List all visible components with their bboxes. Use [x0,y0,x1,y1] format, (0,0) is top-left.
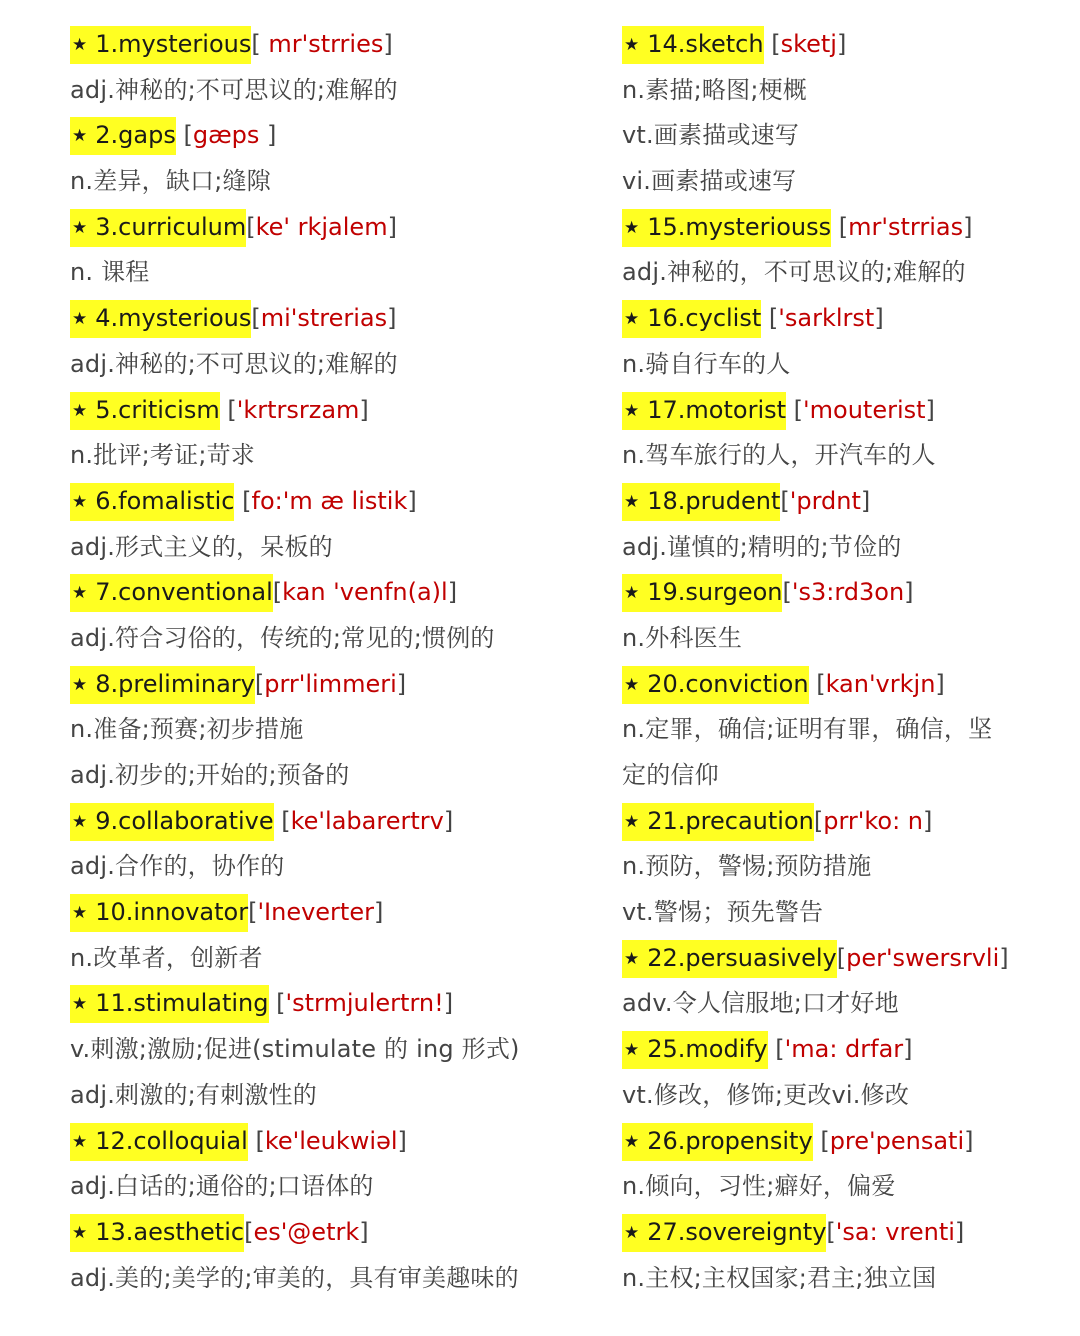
headword: 16.cyclist [647,304,762,333]
open-bracket: [ [780,486,790,515]
star-icon: ★ [72,674,88,695]
highlighted-headword [70,483,234,521]
headword: 13.aesthetic [95,1217,245,1246]
close-bracket: ] [999,943,1009,972]
definition-line: v.刺激;激励;促进(stimulate 的 ing 形式) [70,1035,520,1064]
star-icon: ★ [72,491,88,512]
highlighted-headword [622,26,764,64]
definition-line: 定的信仰 [622,761,719,789]
definition-line: adj.谨慎的;精明的;节俭的 [622,532,902,561]
headword: 21.precaution [647,806,814,835]
highlighted-headword [622,940,837,978]
open-bracket: [ [255,1126,265,1155]
vocab-entry-headword-line [622,1119,1022,1165]
open-bracket: [ [248,898,258,927]
open-bracket: [ [793,395,804,424]
phonetic: prr'limmeri [264,669,397,698]
highlighted-headword [622,803,814,841]
phonetic: ke'labarertrv [290,806,444,835]
open-bracket: [ [816,669,826,698]
highlighted-headword [70,666,255,704]
open-bracket: [ [227,395,237,424]
open-bracket: [ [251,30,261,58]
highlighted-headword [70,985,269,1023]
headword: 14.sketch [647,30,764,58]
close-bracket: ] [397,1126,407,1155]
open-bracket: [ [768,304,779,333]
definition-line: adv.令人信服地;口才好地 [622,989,899,1018]
close-bracket: ] [836,30,847,58]
definition-line: n.批评;考证;苛求 [70,441,256,470]
phonetic: 'sa: vrenti [835,1217,955,1246]
vocab-entry-headword-line [622,388,1022,434]
close-bracket: ] [443,806,454,835]
close-bracket: ] [267,121,277,150]
star-icon: ★ [624,400,640,421]
close-bracket: ] [387,304,397,333]
phonetic: ke'leukwiəl [264,1126,398,1155]
definition-line: n.改革者，创新者 [70,943,263,972]
phonetic: 'strmjulertrn! [285,989,444,1018]
definition-line: n.主权;主权国家;君主;独立国 [622,1263,937,1292]
headword: 15.mysteriouss [647,212,832,241]
phonetic: ke' rkjalem [255,212,388,241]
vocab-entry-headword-line [622,1027,1022,1073]
vocab-entry-headword-line [70,890,570,936]
phonetic: 'krtrsrzam [236,395,360,424]
definition-line: vt.画素描或速写 [622,121,800,150]
close-bracket: ] [443,989,454,1018]
star-icon: ★ [624,217,640,238]
definition-line: adj.刺激的;有刺激性的 [70,1080,317,1109]
close-bracket: ] [447,578,458,607]
definition-line: n.驾车旅行的人，开汽车的人 [622,441,936,470]
close-bracket: ] [383,30,393,58]
vocab-entry-headword-line [70,296,570,342]
close-bracket: ] [359,395,369,424]
vocab-entry-headword-line [622,22,1022,68]
highlighted-headword [70,574,273,612]
highlighted-headword [70,26,251,64]
vocab-entry-headword-line [622,1210,1022,1256]
headword: 19.surgeon [647,578,783,607]
open-bracket: [ [254,669,265,698]
open-bracket: [ [771,30,781,58]
definition-line: n.定罪，确信;证明有罪，确信，坚 [622,715,993,744]
headword-gap [786,396,794,424]
phonetic: gæps [192,121,268,150]
vocab-entry-headword-line [70,1210,570,1256]
vocab-entry-headword-line [622,296,1022,342]
headword-gap [761,304,769,332]
headword: 25.modify [647,1035,768,1064]
vocab-entry-headword-line [70,388,570,434]
headword: 20.conviction [647,669,809,698]
star-icon: ★ [72,35,88,55]
phonetic: per'swersrvli [846,943,1000,972]
definition-line: n.倾向，习性;癖好，偏爱 [622,1172,896,1201]
close-bracket: ] [396,669,407,698]
definition-line: n.素描;略图;梗概 [622,75,808,104]
star-icon: ★ [72,126,88,147]
highlighted-headword [70,894,248,932]
close-bracket: ] [963,212,973,241]
phonetic: 'ma: drfar [784,1035,904,1064]
star-icon: ★ [624,309,640,330]
vocab-entry-headword-line [70,662,570,708]
definition-line: adj.美的;美学的;审美的，具有审美趣味的 [70,1263,519,1292]
left-column [70,22,570,1301]
headword-gap [831,213,839,241]
star-icon: ★ [72,994,88,1015]
highlighted-headword [622,209,831,247]
open-bracket: [ [775,1035,785,1064]
open-bracket: [ [246,212,256,241]
open-bracket: [ [813,806,824,835]
vocab-entry-headword-line [70,205,570,251]
close-bracket: ] [373,898,384,927]
star-icon: ★ [72,309,88,330]
star-icon: ★ [72,400,88,421]
definition-line: n. 课程 [70,258,150,287]
star-icon: ★ [72,583,88,604]
phonetic: kan 'venfn(a)l [282,578,448,607]
definition-line: adj.神秘的，不可思议的;难解的 [622,258,966,287]
vocab-entry-headword-line [622,205,1022,251]
definition-line: n.外科医生 [622,623,743,652]
headword: 4.mysterious [95,304,252,333]
open-bracket: [ [836,943,847,972]
open-bracket: [ [782,578,792,607]
highlighted-headword [622,574,782,612]
star-icon: ★ [72,811,88,832]
definition-line: adj.合作的，协作的 [70,852,285,881]
highlighted-headword [70,209,246,247]
star-icon: ★ [72,217,88,238]
open-bracket: [ [242,486,252,515]
close-bracket: ] [903,1035,913,1064]
headword: 5.criticism [95,395,220,424]
headword: 1.mysterious [95,30,252,58]
open-bracket: [ [183,121,193,150]
highlighted-headword [70,117,176,155]
star-icon: ★ [624,583,640,604]
phonetic: es'@etrk [253,1217,360,1246]
vocab-entry-headword-line [70,1119,570,1165]
vocab-entry-headword-line [70,570,570,616]
headword: 2.gaps [95,121,176,150]
definition-line: adj.神秘的;不可思议的;难解的 [70,349,398,378]
highlighted-headword [70,803,274,841]
phonetic: kan'vrkjn [825,669,936,698]
close-bracket: ] [359,1217,369,1246]
phonetic: fo:'m æ listik [251,486,408,515]
star-icon: ★ [624,674,640,695]
close-bracket: ] [387,212,397,241]
phonetic: 'mouterist [803,395,926,424]
vocab-entry-headword-line [622,799,1022,845]
definition-line: n.预防，警惕;预防措施 [622,852,872,881]
headword: 12.colloquial [95,1126,248,1155]
headword: 27.sovereignty [647,1217,827,1246]
definition-line: n.骑自行车的人 [622,349,791,378]
open-bracket: [ [826,1217,836,1246]
highlighted-headword [70,300,251,338]
vocab-entry-headword-line [70,479,570,525]
phonetic: sketj [780,30,837,58]
close-bracket: ] [874,304,884,333]
highlighted-headword [622,1214,826,1252]
star-icon: ★ [624,35,640,55]
close-bracket: ] [954,1217,965,1246]
headword: 18.prudent [647,486,781,515]
definition-line: adj.形式主义的，呆板的 [70,532,333,561]
star-icon: ★ [72,1222,88,1243]
phonetic: prr'ko: n [823,806,924,835]
phonetic: 's3:rd3on [791,578,905,607]
star-icon: ★ [624,1222,640,1243]
phonetic: 'prdnt [789,486,861,515]
headword: 8.preliminary [95,669,255,698]
star-icon: ★ [72,903,88,924]
headword: 26.propensity [647,1126,813,1155]
open-bracket: [ [820,1126,830,1155]
highlighted-headword [70,1214,244,1252]
highlighted-headword [622,666,809,704]
definition-line: vt.警惕；预先警告 [622,898,824,927]
definition-line: vt.修改，修饰;更改vi.修改 [622,1080,910,1109]
open-bracket: [ [276,989,286,1018]
vocab-entry-headword-line [622,570,1022,616]
close-bracket: ] [935,669,945,698]
highlighted-headword [622,392,786,430]
definition-line: vi.画素描或速写 [622,167,797,196]
definition-line: n.差异，缺口;缝隙 [70,167,271,196]
definition-line: adj.初步的;开始的;预备的 [70,761,350,789]
star-icon: ★ [624,1131,640,1152]
vocab-entry-headword-line [70,799,570,845]
phonetic: pre'pensati [829,1126,965,1155]
open-bracket: [ [281,806,291,835]
vocab-entry-headword-line [622,662,1022,708]
highlighted-headword [622,483,780,521]
highlighted-headword [622,1123,813,1161]
close-bracket: ] [964,1126,974,1155]
highlighted-headword [70,392,220,430]
phonetic: 'sarklrst [778,304,875,333]
vocab-entry-headword-line [70,22,570,68]
definition-line: adj.白话的;通俗的;口语体的 [70,1172,374,1201]
headword-gap [269,989,277,1017]
definition-line: adj.神秘的;不可思议的;难解的 [70,75,398,104]
star-icon: ★ [624,1040,640,1061]
phonetic: mr'strries [260,30,384,58]
star-icon: ★ [72,1131,88,1152]
highlighted-headword [622,1031,768,1069]
vocab-entry-headword-line [622,479,1022,525]
definition-line: n.准备;预赛;初步措施 [70,715,304,744]
vocab-entry-headword-line [622,936,1022,982]
phonetic: mr'strrias [848,212,964,241]
vocab-entry-headword-line [70,113,570,159]
headword: 10.innovator [95,898,249,927]
open-bracket: [ [272,578,283,607]
headword: 11.stimulating [95,989,269,1018]
highlighted-headword [70,1123,248,1161]
close-bracket: ] [407,486,417,515]
headword: 17.motorist [647,395,787,424]
star-icon: ★ [624,948,640,969]
star-icon: ★ [624,811,640,832]
headword: 6.fomalistic [95,486,235,515]
headword: 9.collaborative [95,806,274,835]
headword-gap [234,487,242,515]
close-bracket: ] [904,578,914,607]
definition-line: adj.符合习俗的，传统的;常见的;惯例的 [70,623,495,652]
vocab-entry-headword-line [70,981,570,1027]
open-bracket: [ [838,212,849,241]
right-column [622,22,1022,1301]
close-bracket: ] [860,486,871,515]
star-icon: ★ [624,491,640,512]
headword: 22.persuasively [647,943,837,972]
phonetic: 'Ineverter [257,898,374,927]
close-bracket: ] [925,395,935,424]
highlighted-headword [622,300,761,338]
open-bracket: [ [244,1217,254,1246]
close-bracket: ] [923,806,933,835]
open-bracket: [ [251,304,261,333]
headword: 3.curriculum [95,212,247,241]
headword: 7.conventional [95,578,273,607]
phonetic: mi'strerias [260,304,388,333]
